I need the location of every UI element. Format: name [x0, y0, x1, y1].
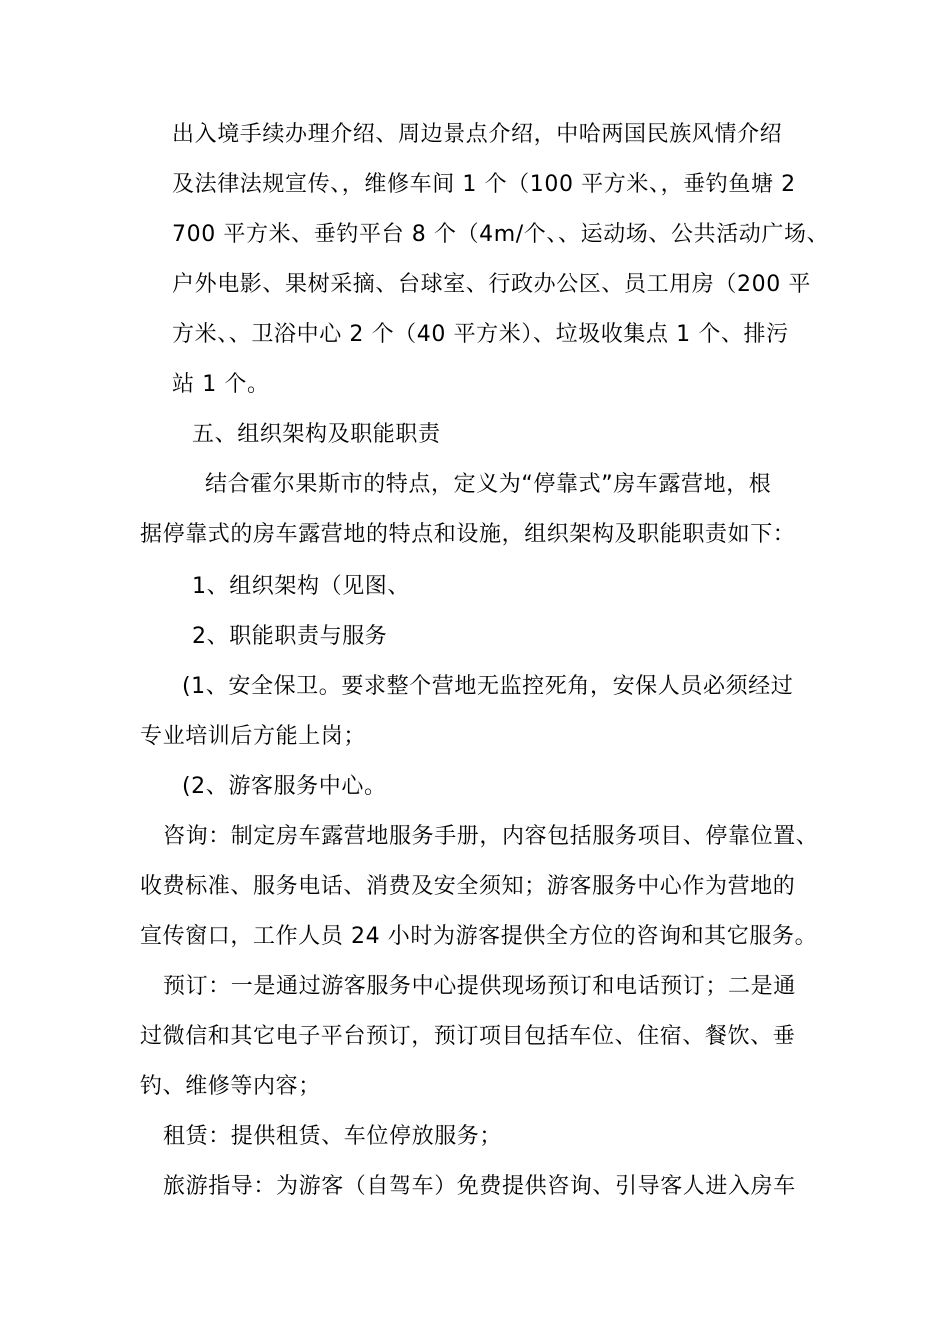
subheading: 2、职能职责与服务 — [192, 624, 388, 649]
paragraph-line: 钓、维修等内容； — [140, 1074, 321, 1099]
paragraph-line: 专业培训后方能上岗； — [140, 724, 367, 749]
paragraph-line: 及法律法规宣传、，维修车间 1 个（100 平方米、，垂钓鱼塘 2 — [172, 172, 796, 197]
paragraph-line: 据停靠式的房车露营地的特点和设施，组织架构及职能职责如下： — [140, 522, 796, 547]
subheading: 1、组织架构（见图、 — [192, 574, 410, 599]
paragraph-line: 方米、、卫浴中心 2 个（40 平方米）、垃圾收集点 1 个、排污 — [172, 322, 789, 347]
paragraph-line: (1、安全保卫。要求整个营地无监控死角，安保人员必须经过 — [182, 674, 794, 699]
section-heading: 五、组织架构及职能职责 — [192, 422, 441, 447]
paragraph-line: 旅游指导：为游客（自驾车）免费提供咨询、引导客人进入房车 — [163, 1174, 796, 1199]
paragraph-line: 过微信和其它电子平台预订，预订项目包括车位、住宿、餐饮、垂 — [140, 1024, 796, 1049]
paragraph-line: 咨询：制定房车露营地服务手册，内容包括服务项目、停靠位置、 — [163, 824, 819, 849]
paragraph-line: 租赁：提供租赁、车位停放服务； — [163, 1124, 503, 1149]
paragraph-line: 700 平方米、垂钓平台 8 个（4m/个、、运动场、公共活动广场、 — [172, 222, 830, 247]
paragraph-line: 站 1 个。 — [172, 372, 270, 397]
paragraph-line: 出入境手续办理介绍、周边景点介绍，中哈两国民族风情介绍 — [172, 122, 783, 147]
paragraph-line: 预订：一是通过游客服务中心提供现场预订和电话预订；二是通 — [163, 974, 796, 999]
paragraph-line: 宣传窗口，工作人员 24 小时为游客提供全方位的咨询和其它服务。 — [140, 924, 818, 949]
paragraph-line: 收费标准、服务电话、消费及安全须知；游客服务中心作为营地的 — [140, 874, 796, 899]
paragraph-line: (2、游客服务中心。 — [182, 774, 387, 799]
paragraph-line: 户外电影、果树采摘、台球室、行政办公区、员工用房（200 平 — [172, 272, 811, 297]
paragraph-line: 结合霍尔果斯市的特点，定义为“停靠式”房车露营地，根 — [205, 472, 772, 497]
